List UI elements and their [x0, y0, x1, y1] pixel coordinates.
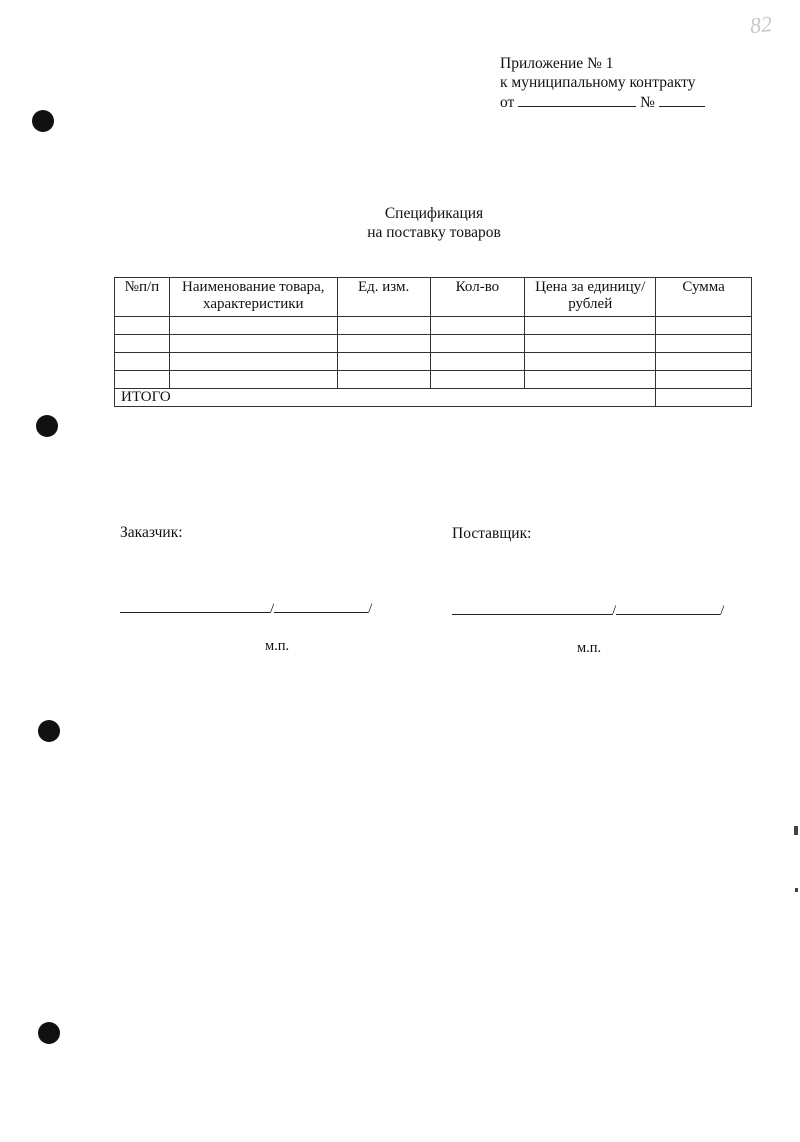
- table-row: [115, 353, 752, 371]
- table-cell: [115, 335, 170, 353]
- table-cell: [430, 335, 525, 353]
- table-cell: [656, 371, 752, 389]
- table-cell: [169, 317, 337, 335]
- table-cell: [656, 335, 752, 353]
- scan-mark: [795, 888, 798, 892]
- customer-signature-line: [120, 598, 372, 618]
- column-header: Кол-во: [430, 278, 525, 317]
- number-blank: [659, 92, 705, 107]
- name-blank: [274, 598, 368, 613]
- slash: /: [720, 603, 725, 619]
- table-header-row: [115, 278, 752, 317]
- document-title: [0, 204, 800, 242]
- date-blank: [518, 92, 636, 107]
- table-cell: [656, 317, 752, 335]
- table-row: [115, 317, 752, 335]
- table-cell: [337, 353, 430, 371]
- appendix-title: Приложение № 1: [500, 55, 614, 72]
- table-cell: [337, 335, 430, 353]
- punch-hole: [36, 415, 58, 437]
- table-cell: [656, 353, 752, 371]
- signature-blank: [452, 600, 612, 615]
- supplier-signature-line: [452, 600, 724, 620]
- table-cell: [525, 371, 656, 389]
- signature-blank: [120, 598, 270, 613]
- table-cell: [337, 371, 430, 389]
- specification-table: [114, 277, 752, 407]
- column-header: Сумма: [656, 278, 752, 317]
- column-header: №п/п: [115, 278, 170, 317]
- total-label: ИТОГО: [115, 389, 656, 407]
- table-cell: [115, 317, 170, 335]
- appendix-header: [500, 54, 705, 112]
- title-line-2: на поставку товаров: [367, 224, 501, 241]
- contract-reference: к муниципальному контракту: [500, 74, 696, 91]
- total-row: [115, 389, 752, 407]
- table-cell: [115, 371, 170, 389]
- slash: /: [368, 601, 373, 617]
- table-row: [115, 335, 752, 353]
- table-cell: [525, 353, 656, 371]
- column-header: Цена за единицу/рублей: [525, 278, 656, 317]
- punch-hole: [38, 720, 60, 742]
- table-cell: [337, 317, 430, 335]
- supplier-label: Поставщик:: [452, 525, 532, 542]
- table-cell: [430, 317, 525, 335]
- name-blank: [616, 600, 720, 615]
- column-header: Ед. изм.: [337, 278, 430, 317]
- table-cell: [169, 353, 337, 371]
- contract-date-number: [500, 92, 705, 112]
- customer-label: Заказчик:: [120, 524, 183, 541]
- slash: /: [270, 601, 275, 617]
- table-row: [115, 371, 752, 389]
- scan-mark: [794, 826, 798, 835]
- table-cell: [525, 317, 656, 335]
- supplier-stamp-label: м.п.: [577, 640, 602, 656]
- table-cell: [430, 353, 525, 371]
- table-cell: [430, 371, 525, 389]
- punch-hole: [38, 1022, 60, 1044]
- table-cell: [115, 353, 170, 371]
- number-label: №: [640, 94, 655, 111]
- page-number: 82: [748, 10, 774, 39]
- column-header: Наименование товара, характеристики: [169, 278, 337, 317]
- title-line-1: Спецификация: [384, 205, 484, 222]
- from-label: от: [500, 94, 515, 111]
- total-sum-cell: [656, 389, 752, 407]
- table-cell: [169, 371, 337, 389]
- slash: /: [612, 603, 617, 619]
- punch-hole: [32, 110, 54, 132]
- table-cell: [525, 335, 656, 353]
- customer-stamp-label: м.п.: [265, 638, 290, 654]
- table-cell: [169, 335, 337, 353]
